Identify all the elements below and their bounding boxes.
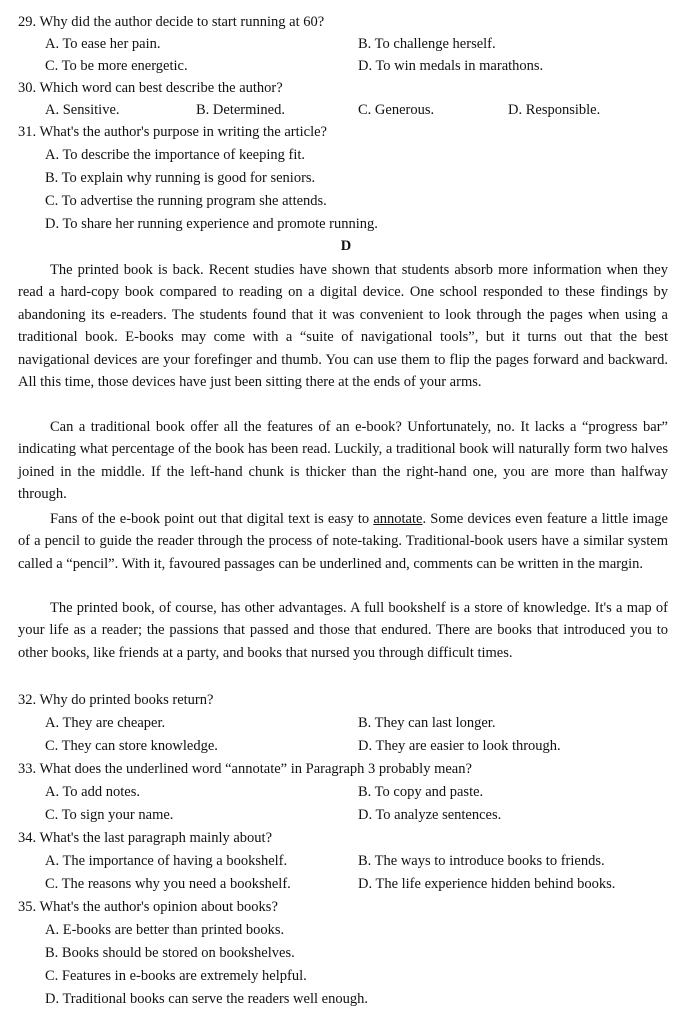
question-31-stem: 31. What's the author's purpose in writing the article?: [18, 124, 327, 140]
passage-paragraph-1: The printed book is back. Recent studies have shown that students absorb more information when they read a hard-copy book compared to reading on a digital device. One school responded to these findings by abandoning its e-readers. The students found that it was convenient to look through the pages when using a traditional book. E-books may come with a “suite of navigational tools”, but it turns out that the best navigational devices are your forefinger and thumb. You can use them to flip the pages forward and backward. All this time, those devices have just been sitting there at the ends of your arms.: [18, 262, 668, 391]
question-33-option-d: D. To analyze sentences.: [358, 807, 502, 823]
question-31-option-a: A. To describe the importance of keeping fit.: [45, 147, 306, 163]
question-29-option-b: B. To challenge herself.: [358, 36, 496, 52]
question-29-option-a: A. To ease her pain.: [45, 36, 161, 52]
question-29-option-c: C. To be more energetic.: [45, 58, 188, 74]
question-32-option-c: C. They can store knowledge.: [45, 738, 218, 754]
question-31-option-b: B. To explain why running is good for seniors.: [45, 170, 316, 186]
question-34-option-a: A. The importance of having a bookshelf.: [45, 853, 288, 869]
question-33-option-b: B. To copy and paste.: [358, 784, 484, 800]
underlined-word-annotate: annotate: [373, 511, 423, 527]
question-33-stem: 33. What does the underlined word “annotate” in Paragraph 3 probably mean?: [18, 761, 472, 777]
question-34-stem: 34. What's the last paragraph mainly about?: [18, 830, 273, 846]
passage-paragraph-3: [18, 508, 668, 575]
question-35-option-c: C. Features in e-books are extremely helpful.: [45, 968, 307, 984]
question-32-option-b: B. They can last longer.: [358, 715, 496, 731]
question-35-option-d: D. Traditional books can serve the readers well enough.: [45, 991, 368, 1007]
passage-paragraph-3-end: . Some devices even feature a little image of a pencil to guide the reader through the process of note-taking. Traditional-book users have a similar system called a “pencil”. With it, favoured passages can be underlined and, comments can be written in the margin.: [18, 511, 668, 572]
question-35-option-a: A. E-books are better than printed books.: [45, 922, 285, 938]
question-34-option-c: C. The reasons why you need a bookshelf.: [45, 876, 291, 892]
question-31-option-d: D. To share her running experience and promote running.: [45, 216, 378, 232]
question-29-stem: 29. Why did the author decide to start running at 60?: [18, 14, 325, 30]
passage-paragraph-4: The printed book, of course, has other advantages. A full bookshelf is a store of knowledge. It's a map of your life as a reader; the passions that passed and those that endured. There are books that introduced you to other books, like friends at a party, and books that nursed you through difficult times.: [18, 600, 668, 661]
question-30-option-a: A. Sensitive.: [45, 102, 120, 118]
question-30-option-b: B. Determined.: [196, 102, 285, 118]
question-30-option-d: D. Responsible.: [508, 102, 601, 118]
question-31-option-c: C. To advertise the running program she attends.: [45, 193, 327, 209]
passage-paragraph-2: Can a traditional book offer all the features of an e-book? Unfortunately, no. It lacks a “progress bar” indicating what percentage of the book has been read. Luckily, a traditional book will naturally form two halves joined in the middle. If the left-hand chunk is thicker than the right-hand one, you are more than halfway through.: [18, 419, 668, 503]
question-32-stem: 32. Why do printed books return?: [18, 692, 214, 708]
question-30-option-c: C. Generous.: [358, 102, 435, 118]
question-29-option-d: D. To win medals in marathons.: [358, 58, 544, 74]
question-33-option-a: A. To add notes.: [45, 784, 140, 800]
passage-paragraph-3-start: Fans of the e-book point out that digital text is easy to: [50, 511, 374, 527]
question-30-stem: 30. Which word can best describe the author?: [18, 80, 283, 96]
question-32-option-d: D. They are easier to look through.: [358, 738, 561, 754]
question-35-option-b: B. Books should be stored on bookshelves.: [45, 945, 295, 961]
question-34-option-b: B. The ways to introduce books to friends.: [358, 853, 605, 869]
question-33-option-c: C. To sign your name.: [45, 807, 174, 823]
question-34-option-d: D. The life experience hidden behind books.: [358, 876, 616, 892]
section-letter: D: [340, 238, 352, 254]
question-32-option-a: A. They are cheaper.: [45, 715, 166, 731]
question-35-stem: 35. What's the author's opinion about books?: [18, 899, 278, 915]
